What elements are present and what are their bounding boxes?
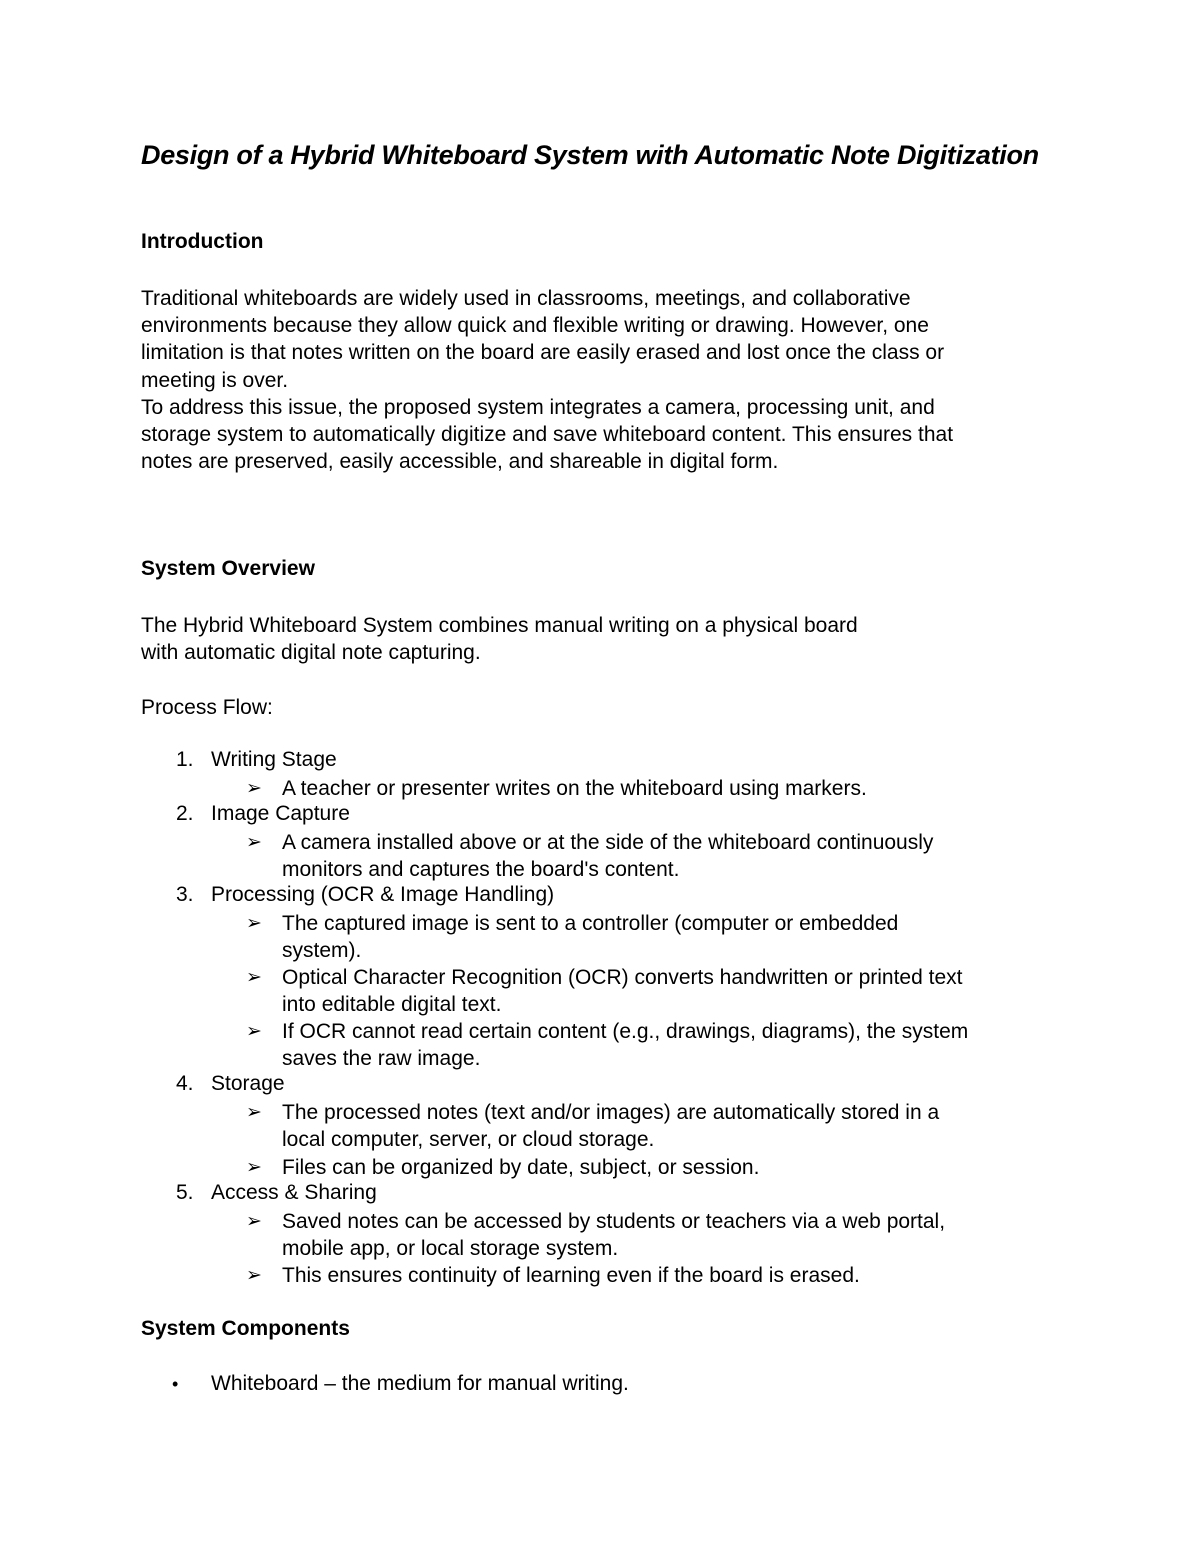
text-line: system).	[282, 939, 362, 963]
overview-paragraph	[141, 612, 858, 666]
text-line: storage system to automatically digitize and save whiteboard content. This ensures that	[141, 423, 954, 447]
text-line: Optical Character Recognition (OCR) converts handwritten or printed text	[282, 966, 963, 989]
component-text: Whiteboard – the medium for manual writing.	[211, 1372, 629, 1395]
text-line: limitation is that notes written on the board are easily erased and lost once the class or	[141, 341, 945, 365]
text-line: The captured image is sent to a controller (computer or embedded	[282, 912, 899, 935]
list-number: 5.	[176, 1181, 194, 1204]
introduction-paragraph-1	[141, 285, 944, 394]
text-line: A teacher or presenter writes on the whiteboard using markers.	[282, 777, 867, 800]
process-flow-label: Process Flow:	[141, 696, 273, 719]
text-line: monitors and captures the board's content.	[282, 858, 680, 882]
step-title: Image Capture	[211, 802, 350, 825]
text-line: Files can be organized by date, subject, or session.	[282, 1156, 760, 1179]
text-line: The Hybrid Whiteboard System combines manual writing on a physical board	[141, 614, 858, 637]
arrow-bullet-icon: ➢	[246, 1021, 262, 1042]
arrow-bullet-icon: ➢	[246, 1102, 262, 1123]
arrow-bullet-icon: ➢	[246, 1265, 262, 1286]
list-number: 1.	[176, 748, 194, 771]
text-line: into editable digital text.	[282, 993, 502, 1017]
text-line: If OCR cannot read certain content (e.g., drawings, diagrams), the system	[282, 1020, 969, 1043]
text-line: A camera installed above or at the side of the whiteboard continuously	[282, 831, 934, 854]
list-number: 4.	[176, 1072, 194, 1095]
arrow-bullet-icon: ➢	[246, 1157, 262, 1178]
system-overview-heading: System Overview	[141, 557, 315, 580]
arrow-bullet-icon: ➢	[246, 778, 262, 799]
introduction-heading: Introduction	[141, 230, 264, 253]
list-number: 2.	[176, 802, 194, 825]
text-line: Traditional whiteboards are widely used in classrooms, meetings, and collaborative	[141, 287, 911, 310]
step-title: Writing Stage	[211, 748, 337, 771]
step-title: Access & Sharing	[211, 1181, 377, 1204]
text-line: Saved notes can be accessed by students or teachers via a web portal,	[282, 1210, 946, 1233]
arrow-bullet-icon: ➢	[246, 913, 262, 934]
arrow-bullet-icon: ➢	[246, 832, 262, 853]
text-line: meeting is over.	[141, 368, 289, 392]
arrow-bullet-icon: ➢	[246, 967, 262, 988]
text-line: The processed notes (text and/or images) are automatically stored in a	[282, 1101, 940, 1124]
text-line: with automatic digital note capturing.	[141, 641, 481, 665]
text-line: environments because they allow quick and flexible writing or drawing. However, one	[141, 314, 929, 338]
arrow-bullet-icon: ➢	[246, 1211, 262, 1232]
text-line: local computer, server, or cloud storage.	[282, 1128, 655, 1152]
document-title: Design of a Hybrid Whiteboard System with Automatic Note Digitization	[141, 140, 1039, 170]
bullet-dot-icon: •	[172, 1374, 179, 1394]
system-components-heading: System Components	[141, 1317, 350, 1340]
introduction-paragraph-2	[141, 394, 953, 476]
list-number: 3.	[176, 883, 194, 906]
text-line: This ensures continuity of learning even if the board is erased.	[282, 1264, 860, 1287]
text-line: mobile app, or local storage system.	[282, 1237, 619, 1261]
text-line: saves the raw image.	[282, 1047, 481, 1071]
step-title: Storage	[211, 1072, 285, 1095]
step-title: Processing (OCR & Image Handling)	[211, 883, 555, 906]
text-line: notes are preserved, easily accessible, and shareable in digital form.	[141, 450, 779, 474]
text-line: To address this issue, the proposed system integrates a camera, processing unit, and	[141, 396, 935, 419]
